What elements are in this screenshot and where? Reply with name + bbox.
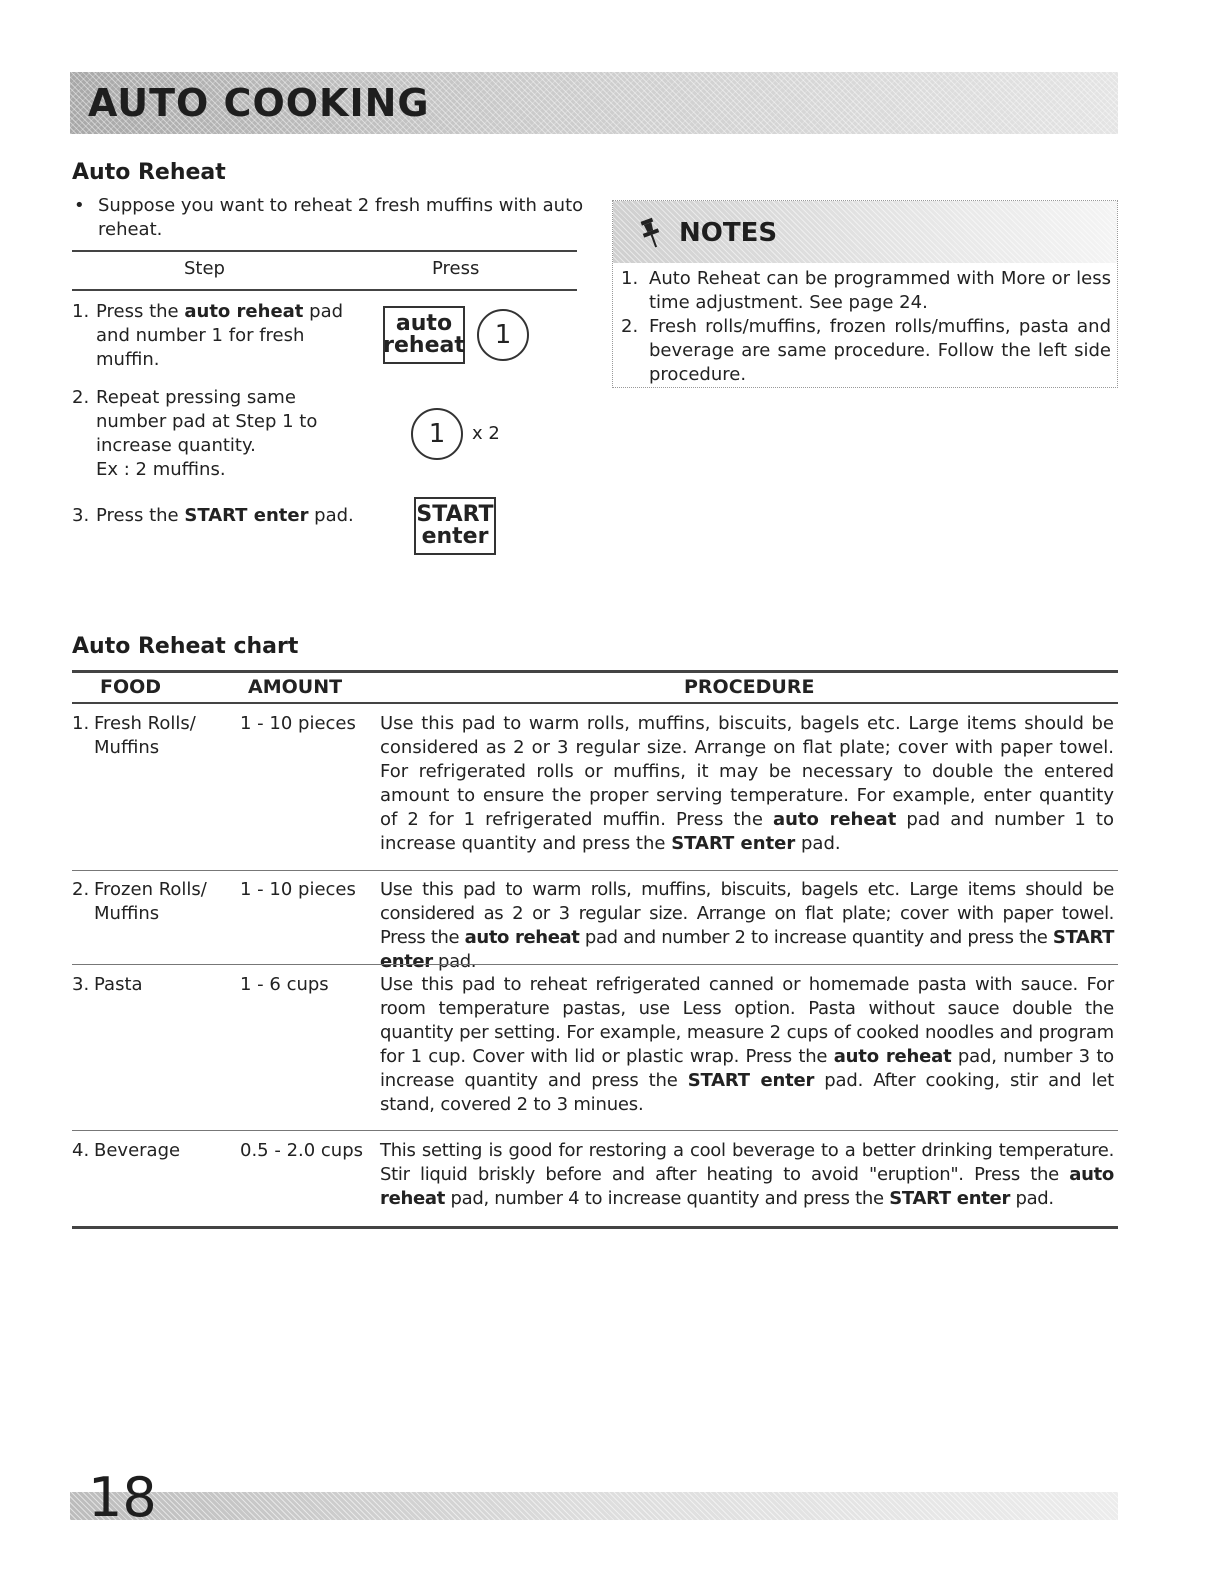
procedure-bold: auto reheat: [772, 809, 897, 830]
step-1-text-bold: auto reheat: [184, 301, 304, 322]
procedure-cell: [380, 973, 1114, 1117]
amount-column-header: AMOUNT: [248, 676, 343, 698]
food-cell: [72, 712, 237, 760]
procedure-text: pad. After cooking, stir and let stand, covered 2 to 3 minues.: [380, 1070, 1114, 1115]
amount-cell: 1 - 10 pieces: [240, 713, 356, 734]
auto-reheat-pad-line1: auto: [395, 311, 453, 336]
procedure-text: pad, number 3 to increase quantity and press the: [380, 1046, 1114, 1091]
number-one-pad-icon: 1: [477, 309, 529, 361]
row-number: 1.: [72, 713, 90, 734]
note-text: Fresh rolls/muffins, frozen rolls/muffins, pasta and beverage are same procedure. Follow the left side procedure.: [649, 316, 1111, 385]
auto-reheat-heading: Auto Reheat: [72, 160, 226, 185]
step-2-text: Repeat pressing same number pad at Step 1 to increase quantity.: [96, 387, 318, 456]
note-number: 2.: [621, 316, 639, 337]
step-1: [72, 300, 362, 372]
row-divider: [72, 870, 1118, 871]
row-number: 3.: [72, 974, 90, 995]
steps-header-rule: [72, 289, 577, 291]
note-item: [621, 315, 1111, 387]
steps-top-rule: [72, 250, 577, 252]
step-column-header: Step: [184, 258, 225, 279]
amount-cell: 1 - 10 pieces: [240, 879, 356, 900]
repeat-count: x 2: [472, 423, 500, 444]
auto-reheat-pad-icon: [383, 306, 465, 364]
note-number: 1.: [621, 268, 639, 289]
food-cell: [72, 878, 237, 926]
note-text: Auto Reheat can be programmed with More or less time adjustment. See page 24.: [649, 268, 1111, 313]
step-3: [72, 504, 362, 528]
chart-heading: Auto Reheat chart: [72, 634, 299, 659]
row-divider: [72, 964, 1118, 965]
food-cell: [72, 973, 237, 997]
procedure-bold: START enter: [380, 927, 1114, 972]
food-name: Beverage: [94, 1140, 181, 1161]
procedure-text: pad.: [1010, 1188, 1054, 1209]
food-cell: [72, 1139, 237, 1163]
intro-list: [72, 194, 608, 242]
procedure-bold: auto reheat: [380, 1164, 1114, 1209]
procedure-column-header: PROCEDURE: [684, 676, 815, 698]
procedure-bold: START enter: [889, 1188, 1011, 1209]
procedure-cell: [380, 1139, 1114, 1211]
start-pad-line1: START: [416, 502, 494, 527]
procedure-text: pad, number 4 to increase quantity and press the: [445, 1188, 890, 1209]
amount-cell: 1 - 6 cups: [240, 974, 329, 995]
step-1-text-b: pad and number 1 for fresh muffin.: [96, 301, 344, 370]
start-pad-line2: enter: [421, 524, 489, 549]
procedure-text: This setting is good for restoring a cool beverage to a better drinking temperature. Stir liquid briskly before and after heating to avoid "eruption". Press the: [380, 1140, 1114, 1185]
procedure-text: Use this pad to warm rolls, muffins, biscuits, bagels etc. Large items should be considered as 2 or 3 regular size. Arrange on flat plate; cover with paper towel. Press the: [380, 879, 1114, 948]
procedure-text: pad and number 2 to increase quantity and press the: [579, 927, 1053, 948]
procedure-text: pad.: [795, 833, 841, 854]
step-1-text-a: Press the: [96, 301, 185, 322]
procedure-text: pad.: [432, 951, 477, 972]
notes-title: NOTES: [679, 218, 778, 248]
chart-top-rule: [72, 670, 1118, 673]
pushpin-icon: [633, 215, 669, 251]
intro-item: • Suppose you want to reheat 2 fresh muffins with auto reheat.: [98, 194, 608, 242]
food-column-header: FOOD: [100, 676, 162, 698]
food-name: Fresh Rolls/ Muffins: [94, 713, 196, 758]
procedure-bold: auto reheat: [464, 927, 580, 948]
step-3-text-a: Press the: [96, 505, 185, 526]
step-3-text-bold: START enter: [184, 505, 309, 526]
auto-reheat-pad-line2: reheat: [383, 333, 465, 358]
notes-box: [612, 200, 1118, 388]
food-name: Frozen Rolls/ Muffins: [94, 879, 207, 924]
procedure-bold: START enter: [687, 1070, 815, 1091]
step-2-number: 2.: [72, 387, 90, 408]
procedure-text: Use this pad to warm rolls, muffins, biscuits, bagels etc. Large items should be considered as 2 or 3 regular size. Arrange on flat plate; cover with paper towel. For refrigerated rolls or muffins, it may be necessary to double the entered amount to ensure the proper serving temperature. For example, enter quantity of 2 for 1 refrigerated muffin. Press the: [380, 713, 1114, 830]
step-1-number: 1.: [72, 301, 90, 322]
step-3-text-b: pad.: [308, 505, 354, 526]
row-number: 2.: [72, 879, 90, 900]
note-item: [621, 267, 1111, 315]
press-column-header: Press: [432, 258, 480, 279]
procedure-cell: [380, 712, 1114, 856]
row-number: 4.: [72, 1140, 90, 1161]
procedure-cell: [380, 878, 1114, 974]
procedure-text: Use this pad to reheat refrigerated canned or homemade pasta with sauce. For room temperature pastas, use Less option. Pasta without sauce double the quantity per setting. For example, measure 2 cups of cooked noodles and program for 1 cup. Cover with lid or plastic wrap. Press the: [380, 974, 1114, 1067]
row-divider: [72, 1130, 1118, 1131]
amount-cell: 0.5 - 2.0 cups: [240, 1140, 364, 1161]
chart-bottom-rule: [72, 1226, 1118, 1229]
notes-list: [621, 267, 1111, 387]
chart-header-rule: [72, 702, 1118, 704]
footer-banner: [70, 1492, 1118, 1520]
page-title: AUTO COOKING: [88, 81, 430, 125]
step-2-example: Ex : 2 muffins.: [96, 459, 226, 480]
number-one-pad-repeat-icon: 1: [411, 408, 463, 460]
step-2: [72, 386, 362, 482]
start-enter-pad-icon: [414, 497, 496, 555]
step-3-number: 3.: [72, 505, 90, 526]
food-name: Pasta: [94, 974, 143, 995]
procedure-bold: START enter: [671, 833, 796, 854]
procedure-bold: auto reheat: [833, 1046, 952, 1067]
page-number: 18: [88, 1466, 157, 1529]
procedure-text: pad and number 1 to increase quantity and press the: [380, 809, 1114, 854]
